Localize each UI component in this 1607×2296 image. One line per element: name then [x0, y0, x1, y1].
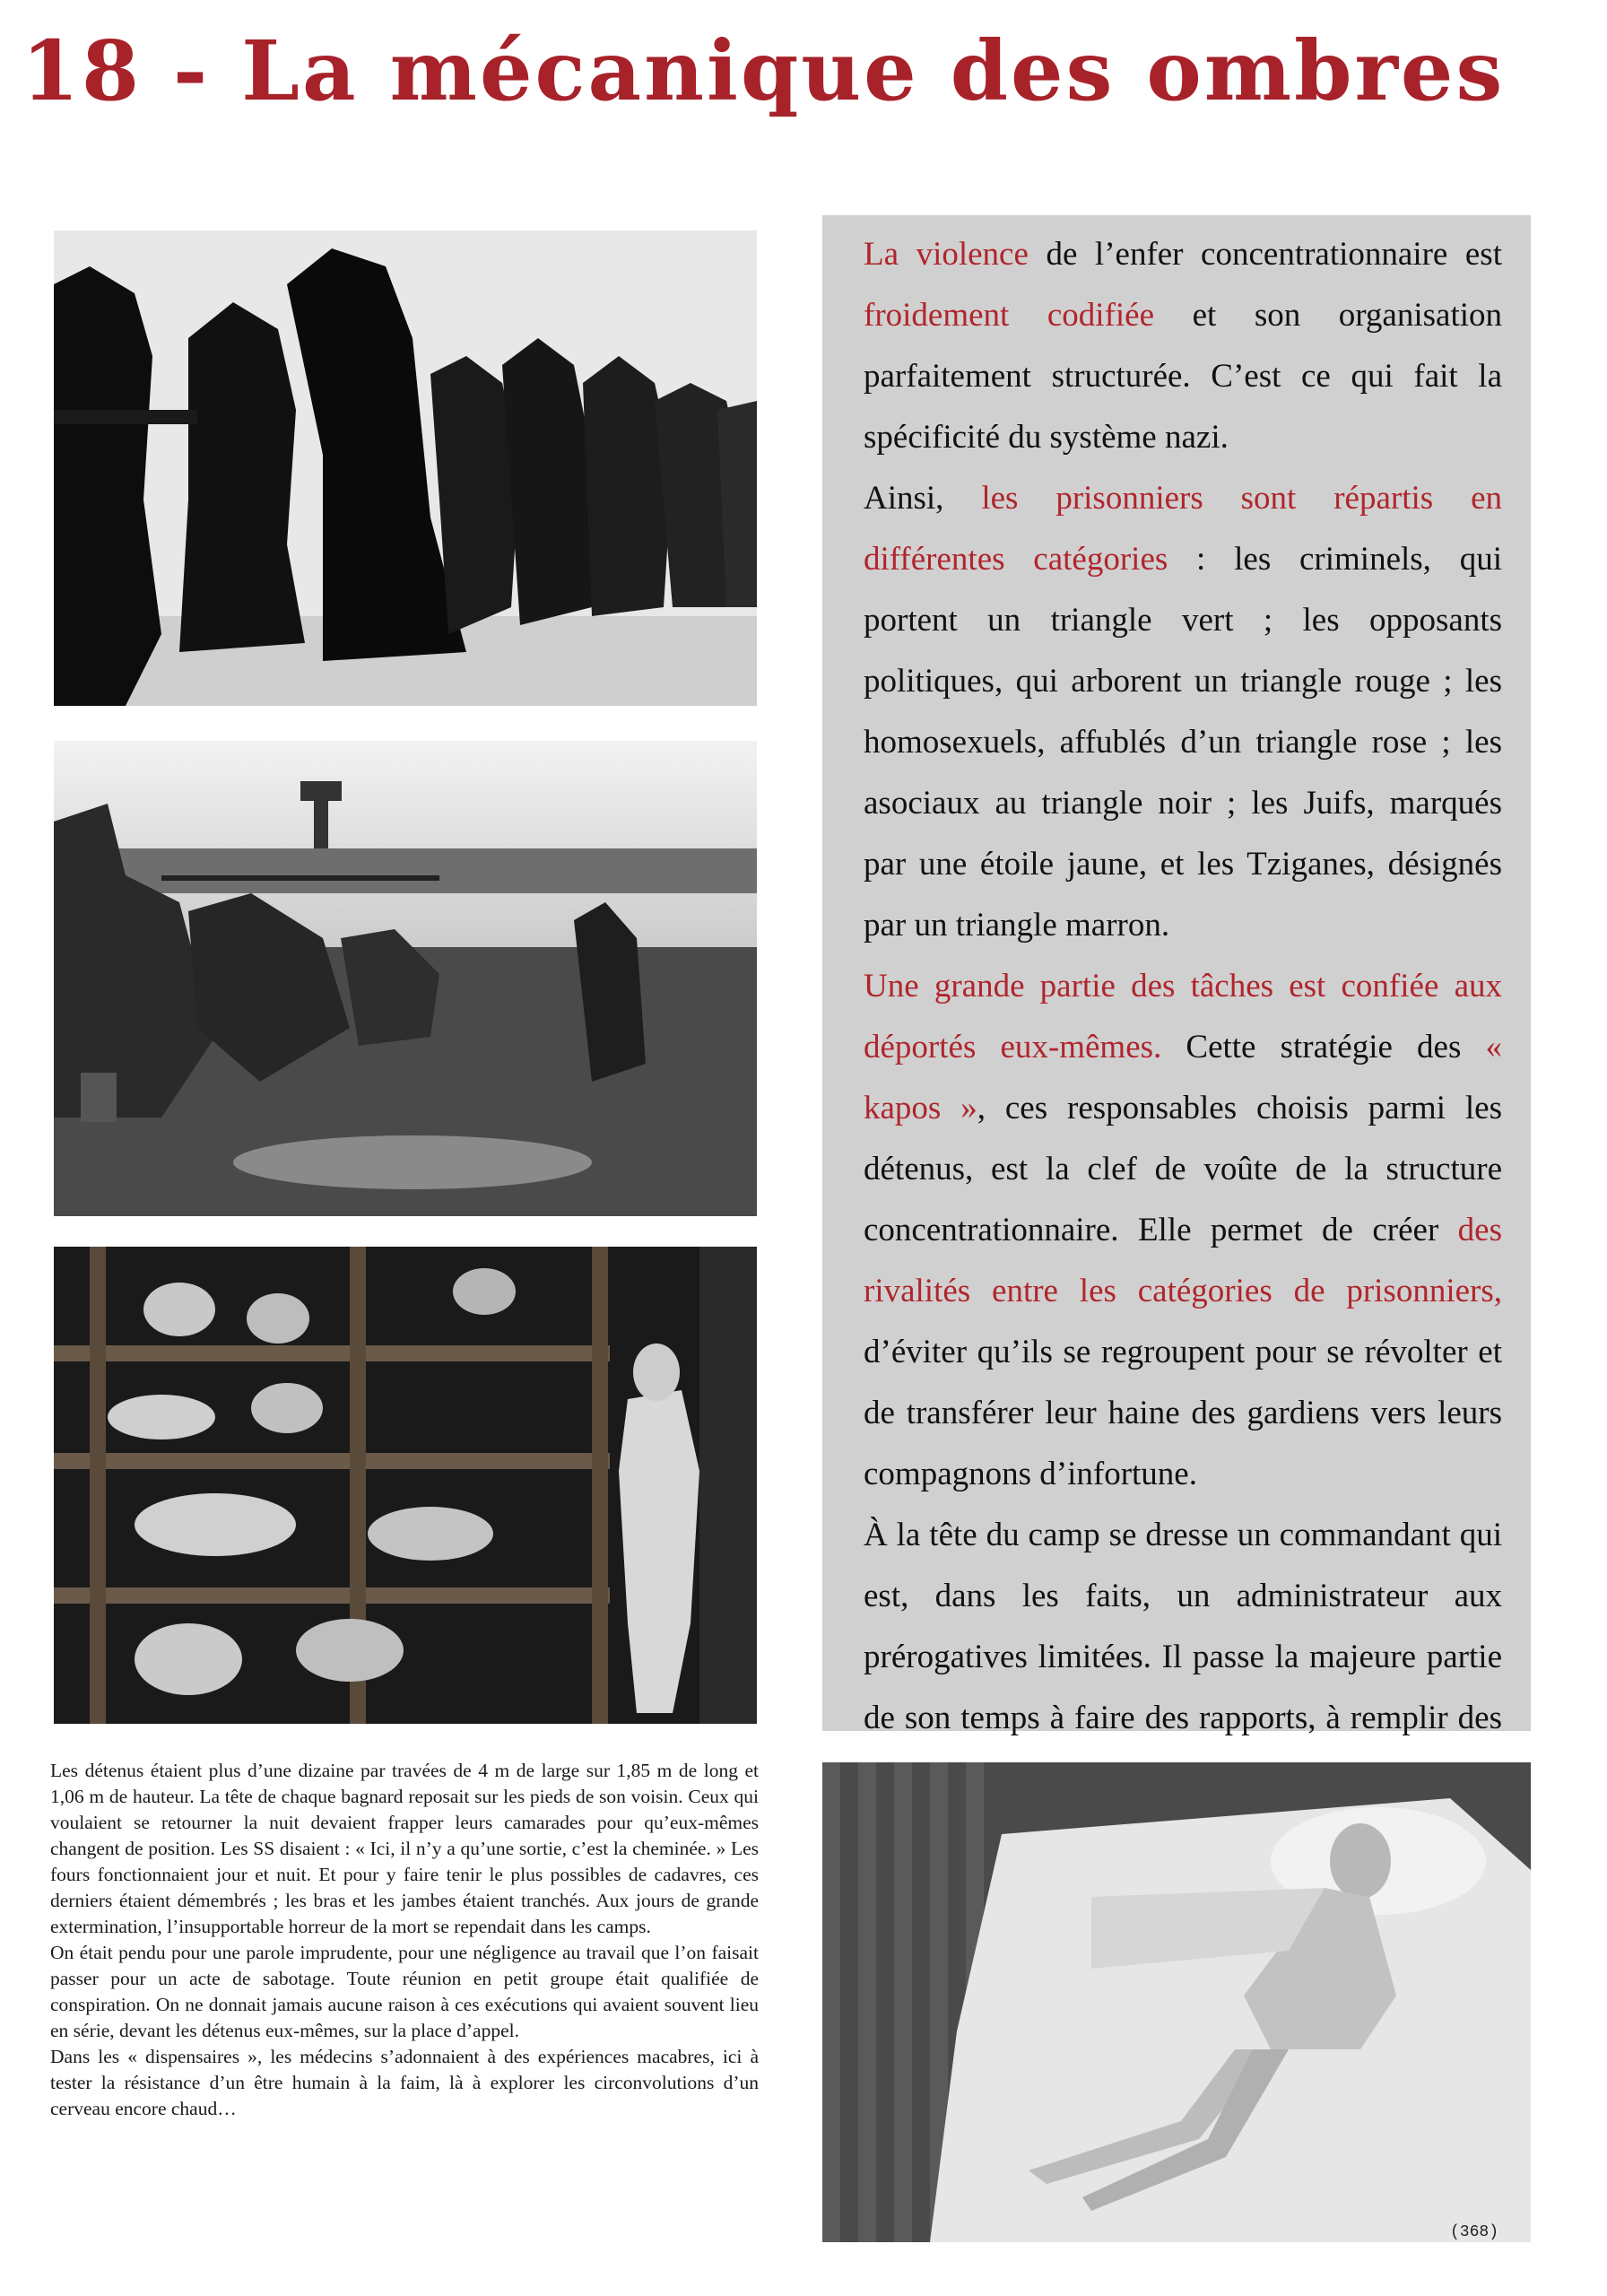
- photo-caption: [50, 1758, 759, 2122]
- camp-yard-photo: [54, 741, 757, 1216]
- highlight-rivalries: des rivalités entre les catégories de prisonniers,: [864, 1212, 1502, 1309]
- barracks-bunks-photo: [54, 1247, 757, 1724]
- main-paragraph-1: La violence de l’enfer concentrationnaire est froidement codifiée et son organisation parfaitement structurée. C’est ce qui fait la spécificité du système nazi.: [864, 236, 1502, 456]
- starved-prisoner-bed-photo: [822, 1762, 1531, 2242]
- highlight-violence: La violence: [864, 236, 1029, 273]
- main-paragraph-4: À la tête du camp se dresse un commandant qui est, dans les faits, un administrateur aux prérogatives limitées. Il passe la majeure partie de son temps à faire des rapports, à remplir des: [864, 1517, 1502, 1736]
- highlight-tasks: Une grande partie des tâches est confiée aux déportés eux-mêmes.: [864, 968, 1502, 1065]
- highlight-categories: les prisonniers sont répartis en différentes catégories: [864, 480, 1502, 578]
- main-paragraph-2: Ainsi, les prisonniers sont répartis en différentes catégories : les criminels, qui portent un triangle vert ; les opposants politiques, qui arborent un triangle rouge ; les homosexuels, affublés d’un triangle rose ; les asociaux au triangle noir ; les Juifs, marqués par une étoile jaune, et les Tziganes, désignés par un triangle marron.: [864, 480, 1502, 944]
- main-paragraph-3: Une grande partie des tâches est confiée aux déportés eux-mêmes. Cette stratégie des « kapos », ces responsables choisis parmi les détenus, est la clef de voûte de la structure concentrationnaire. Elle permet de créer des rivalités entre les catégories de prisonniers, d’éviter qu’ils se regroupent pour se révolter et de transférer leur haine des gardiens vers leurs compagnons d’infortune.: [864, 968, 1502, 1492]
- page-title: 18 - La mécanique des ombres: [22, 22, 1506, 119]
- highlight-codified: froidement codifiée: [864, 297, 1155, 334]
- prisoners-in-line-photo: [54, 230, 757, 706]
- caption-paragraph-3: Dans les « dispensaires », les médecins s’adonnaient à des expériences macabres, ici à tester la résistance d’un être humain à la faim, là à explorer les circonvolutions d’un cerveau encore chaud…: [50, 2046, 759, 2119]
- photo-annotation: (368): [1450, 2223, 1499, 2241]
- main-text-box: [822, 215, 1531, 1736]
- highlight-kapos: « kapos »: [864, 1029, 1502, 1126]
- caption-paragraph-2: On était pendu pour une parole imprudente, pour une négligence au travail que l’on faisait passer pour un acte de sabotage. Toute réunion en petit groupe était qualifiée de conspiration. On ne donnait jamais aucune raison à ces exécutions qui avaient souvent lieu en série, devant les détenus eux-mêmes, sur la place d’appel.: [50, 1942, 759, 2041]
- caption-paragraph-1: Les détenus étaient plus d’une dizaine par travées de 4 m de large sur 1,85 m de long et 1,06 m de hauteur. La tête de chaque bagnard reposait sur les pieds de son voisin. Ceux qui voulaient se retourner la nuit devaient frapper leurs camarades pour qu’eux-mêmes changent de position. Les SS disaient : « Ici, il n’y a qu’une sortie, c’est la cheminée. » Les fours fonctionnaient jour et nuit. Et pour y faire tenir le plus possibles de cadavres, ces derniers étaient démembrés ; les bras et les jambes étaient tranchés. Aux jours de grande extermination, l’insupportable horreur de la mort se rependait dans les camps.: [50, 1760, 759, 1937]
